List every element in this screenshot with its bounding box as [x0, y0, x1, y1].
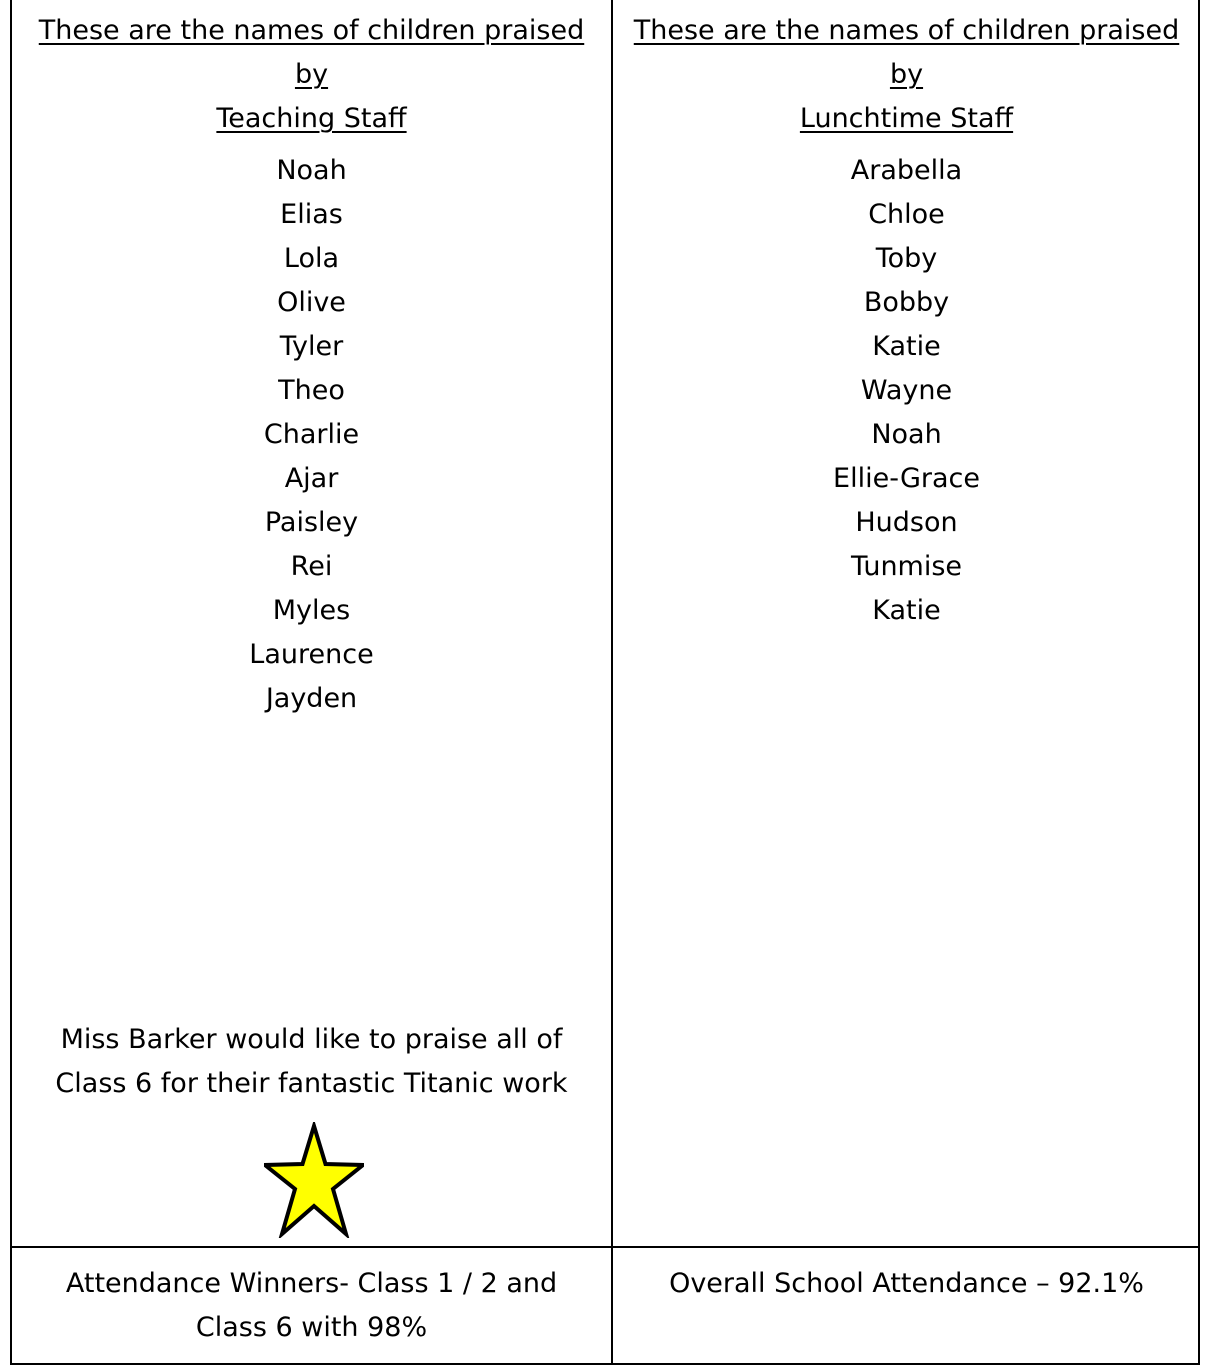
student-name: Noah [276, 155, 347, 186]
heading-line: by [889, 59, 924, 90]
student-name: Elias [280, 199, 343, 230]
student-name: Chloe [868, 199, 945, 230]
student-name: Lola [283, 243, 340, 274]
student-name: Rei [290, 551, 333, 582]
star-shape [265, 1126, 363, 1234]
overall-attendance-text: Overall School Attendance – 92.1% [669, 1268, 1144, 1299]
student-name: Theo [278, 375, 345, 406]
note-line: Class 6 for their fantastic Titanic work [55, 1068, 568, 1099]
attendance-winners-line: Attendance Winners- Class 1 / 2 and [65, 1268, 558, 1299]
student-name: Toby [875, 243, 938, 274]
lunchtime-staff-names [613, 149, 1200, 633]
lunchtime-staff-heading [613, 9, 1200, 141]
class-praise-note [12, 1018, 611, 1106]
student-name: Myles [272, 595, 351, 626]
heading-line: by [294, 59, 329, 90]
heading-line: These are the names of children praised [633, 15, 1180, 46]
teaching-staff-cell [12, 9, 611, 721]
heading-line: Teaching Staff [216, 103, 407, 134]
student-name: Hudson [855, 507, 958, 538]
student-name: Olive [277, 287, 346, 318]
student-name: Wayne [860, 375, 953, 406]
student-name: Katie [872, 595, 941, 626]
teaching-staff-names [12, 149, 611, 721]
student-name: Jayden [265, 683, 358, 714]
overall-attendance-cell [613, 1262, 1200, 1306]
lunchtime-staff-cell [613, 9, 1200, 633]
student-name: Ajar [284, 463, 339, 494]
star-icon [264, 1122, 364, 1238]
student-name: Laurence [249, 639, 374, 670]
row-divider [12, 1246, 1198, 1248]
student-name: Paisley [264, 507, 359, 538]
heading-line: Lunchtime Staff [799, 103, 1014, 134]
note-line: Miss Barker would like to praise all of [60, 1024, 563, 1055]
heading-line: These are the names of children praised [38, 15, 585, 46]
student-name: Arabella [850, 155, 963, 186]
student-name: Tunmise [850, 551, 963, 582]
student-name: Bobby [863, 287, 950, 318]
attendance-winners-cell [12, 1262, 611, 1350]
teaching-staff-heading [12, 9, 611, 141]
student-name: Katie [872, 331, 941, 362]
student-name: Ellie-Grace [833, 463, 980, 494]
praise-table [10, 0, 1200, 1365]
attendance-winners-line: Class 6 with 98% [195, 1312, 428, 1343]
student-name: Tyler [279, 331, 344, 362]
student-name: Charlie [263, 419, 360, 450]
student-name: Noah [871, 419, 942, 450]
